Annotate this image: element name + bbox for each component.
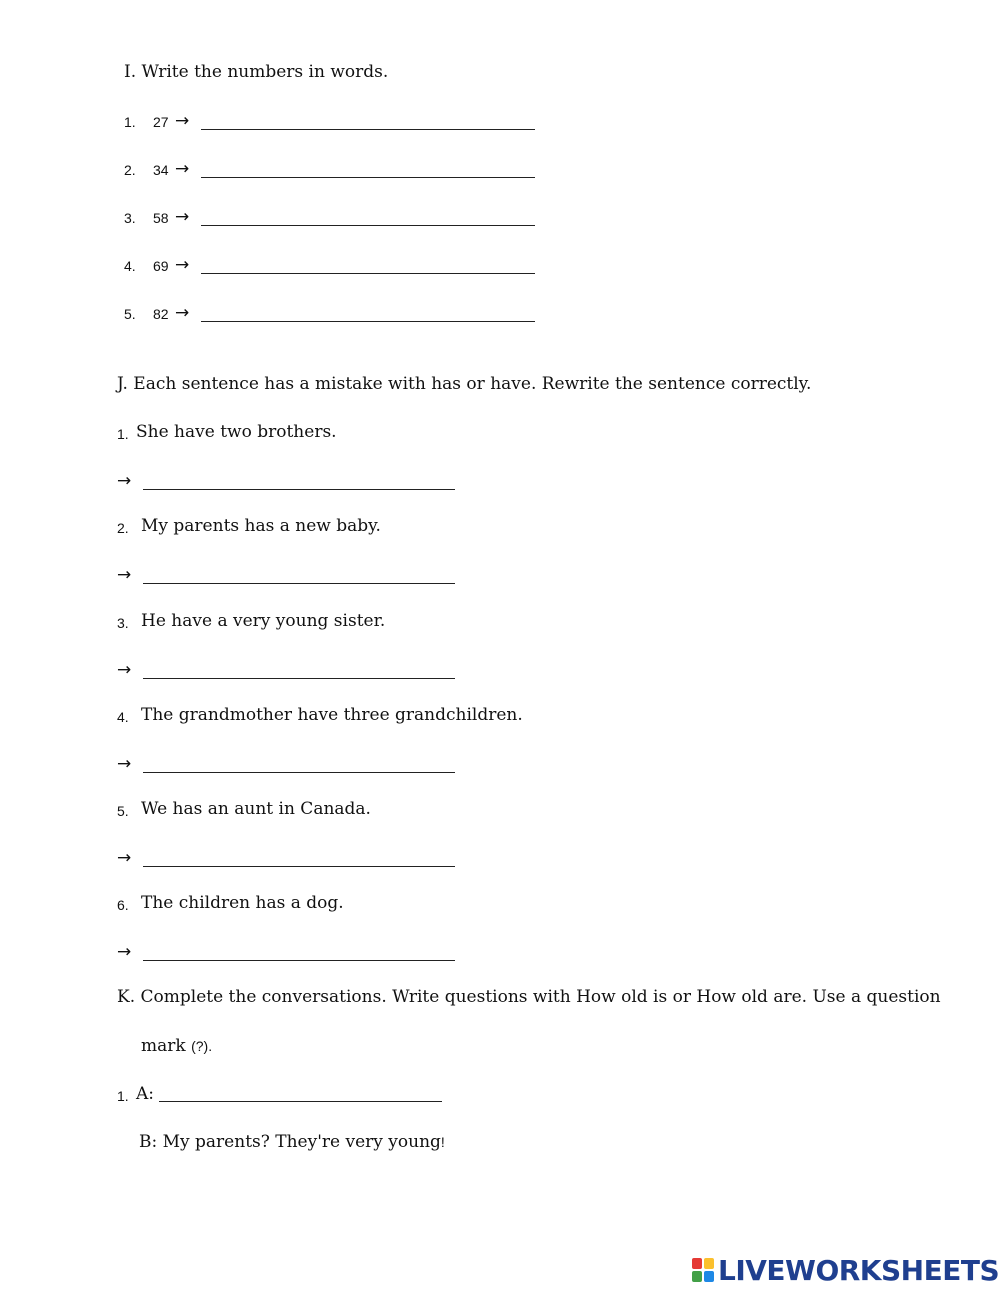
arrow-icon: → — [175, 303, 190, 323]
item-number: 5. — [117, 803, 129, 819]
sentence-text: She have two brothers. — [136, 422, 337, 442]
item-number: 6. — [117, 897, 129, 913]
answer-input[interactable] — [143, 843, 457, 865]
arrow-icon: → — [175, 207, 190, 227]
question-mark-hint: (?). — [191, 1038, 213, 1054]
arrow-icon: → — [117, 754, 132, 774]
answer-line — [143, 583, 455, 584]
arrow-icon: → — [117, 942, 132, 962]
answer-line — [201, 273, 535, 274]
answer-line — [201, 129, 535, 130]
answer-line — [143, 489, 455, 490]
speaker-b-line — [139, 1132, 445, 1152]
answer-input[interactable] — [201, 106, 537, 128]
sentence-text: The grandmother have three grandchildren. — [141, 705, 523, 725]
number-value: 82 — [153, 306, 169, 322]
item-number: 2. — [124, 162, 136, 178]
speaker-b-text: B: My parents? They're very young — [139, 1132, 441, 1152]
answer-input[interactable] — [143, 560, 457, 582]
section-k-title-mark-word: mark — [141, 1036, 186, 1056]
answer-line — [201, 321, 535, 322]
number-value: 69 — [153, 258, 169, 274]
item-number: 2. — [117, 520, 129, 536]
answer-line — [201, 177, 535, 178]
answer-input[interactable] — [201, 202, 537, 224]
speaker-a-label: A: — [136, 1084, 155, 1104]
sentence-text: He have a very young sister. — [141, 611, 386, 631]
sentence-text: The children has a dog. — [141, 893, 344, 913]
answer-line — [143, 678, 455, 679]
answer-input[interactable] — [143, 937, 457, 959]
question-input[interactable] — [159, 1078, 444, 1100]
section-k-title-line2 — [141, 1036, 212, 1056]
number-value: 58 — [153, 210, 169, 226]
sentence-text: My parents has a new baby. — [141, 516, 381, 536]
answer-input[interactable] — [201, 154, 537, 176]
item-number: 4. — [117, 709, 129, 725]
section-i-title: I. Write the numbers in words. — [124, 62, 389, 82]
item-number: 5. — [124, 306, 136, 322]
answer-line — [143, 772, 455, 773]
item-number: 3. — [124, 210, 136, 226]
arrow-icon: → — [117, 471, 132, 491]
answer-line — [143, 960, 455, 961]
item-number: 1. — [117, 1088, 129, 1104]
arrow-icon: → — [117, 848, 132, 868]
answer-input[interactable] — [143, 749, 457, 771]
answer-input[interactable] — [143, 466, 457, 488]
answer-line — [201, 225, 535, 226]
answer-input[interactable] — [201, 298, 537, 320]
answer-line — [159, 1101, 442, 1102]
number-value: 27 — [153, 114, 169, 130]
answer-input[interactable] — [143, 655, 457, 677]
answer-line — [143, 866, 455, 867]
number-value: 34 — [153, 162, 169, 178]
item-number: 1. — [124, 114, 136, 130]
arrow-icon: → — [117, 565, 132, 585]
arrow-icon: → — [175, 159, 190, 179]
logo-text: LIVEWORKSHEETS — [718, 1254, 1000, 1287]
section-k-title: K. Complete the conversations. Write questions with How old is or How old are. Use a question — [117, 987, 941, 1007]
section-j-title: J. Each sentence has a mistake with has or have. Rewrite the sentence correctly. — [117, 374, 812, 394]
exclamation: ! — [440, 1134, 445, 1150]
item-number: 1. — [117, 426, 129, 442]
item-number: 3. — [117, 615, 129, 631]
logo-mark-icon — [692, 1258, 714, 1282]
arrow-icon: → — [175, 255, 190, 275]
sentence-text: We has an aunt in Canada. — [141, 799, 371, 819]
arrow-icon: → — [175, 111, 190, 131]
item-number: 4. — [124, 258, 136, 274]
arrow-icon: → — [117, 660, 132, 680]
answer-input[interactable] — [201, 250, 537, 272]
